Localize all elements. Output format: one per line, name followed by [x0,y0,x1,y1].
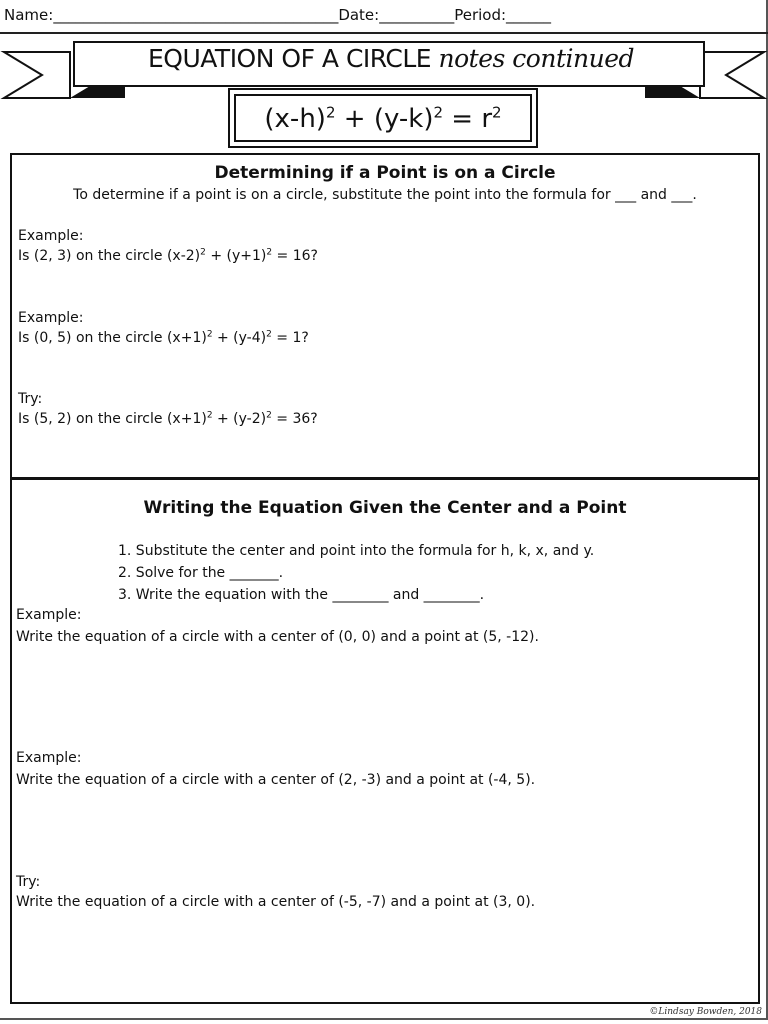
banner-left-fold [70,86,125,98]
section1-intro: To determine if a point is on a circle, substitute the point into the formula for ___ and ___. [73,187,697,203]
period-blank: ______ [506,6,552,24]
section1-try-label: Try: [18,391,43,407]
formula-box [228,88,538,148]
copyright-notice: ©Lindsay Bowden, 2018 [649,1007,762,1017]
section2-try-label: Try: [16,874,41,890]
section1-try-text: Is (5, 2) on the circle $(x+1)^2 + (y-2)^2 = 36$? [18,410,318,427]
section2-example1-label: Example: [16,607,82,623]
section2-example2-label: Example: [16,750,82,766]
section-writing-equation [10,478,760,1004]
formula-exp1: 2 [325,103,336,122]
formula-exp2: 2 [433,103,444,122]
formula-part3: = r [443,104,493,134]
page-title [78,44,704,73]
section2-step2: 2. Solve for the _______. [118,565,284,581]
section1-example1-text: Is (2, 3) on the circle $(x-2)^2 + (y+1)^2 = 16$? [18,247,318,264]
section2-example1-text: Write the equation of a circle with a center of (0, 0) and a point at (5, -12). [16,629,539,645]
section1-example2-label: Example: [18,310,84,326]
circle-formula [234,94,532,142]
section1-example2-text: Is (0, 5) on the circle $(x+1)^2 + (y-4)^2 = 1$? [18,329,309,346]
section2-title: Writing the Equation Given the Center and a Point [143,498,627,518]
title-main: EQUATION OF A CIRCLE [147,44,432,73]
formula-part1: (x-h) [264,104,326,134]
title-script: notes continued [438,44,634,73]
header-divider [0,32,768,34]
banner-right-tail [700,52,764,98]
header-fields [4,6,744,24]
section2-step1: 1. Substitute the center and point into the formula for h, k, x, and y. [118,543,595,559]
period-label: Period: [454,6,507,24]
banner-left-tail [4,52,70,98]
section2-step3: 3. Write the equation with the ________ and ________. [118,587,485,603]
formula-part2: + (y-k) [335,104,434,134]
date-blank: __________ [379,6,455,24]
name-label: Name: [4,6,54,24]
name-blank: ______________________________________ [53,6,339,24]
section1-title: Determining if a Point is on a Circle [214,163,556,183]
section1-example1-label: Example: [18,228,84,244]
banner-right-fold [645,86,700,98]
date-label: Date: [338,6,380,24]
formula-exp3: 2 [492,103,502,122]
section-point-on-circle [10,153,760,479]
section2-try-text: Write the equation of a circle with a center of (-5, -7) and a point at (3, 0). [16,894,536,910]
section2-example2-text: Write the equation of a circle with a center of (2, -3) and a point at (-4, 5). [16,772,536,788]
